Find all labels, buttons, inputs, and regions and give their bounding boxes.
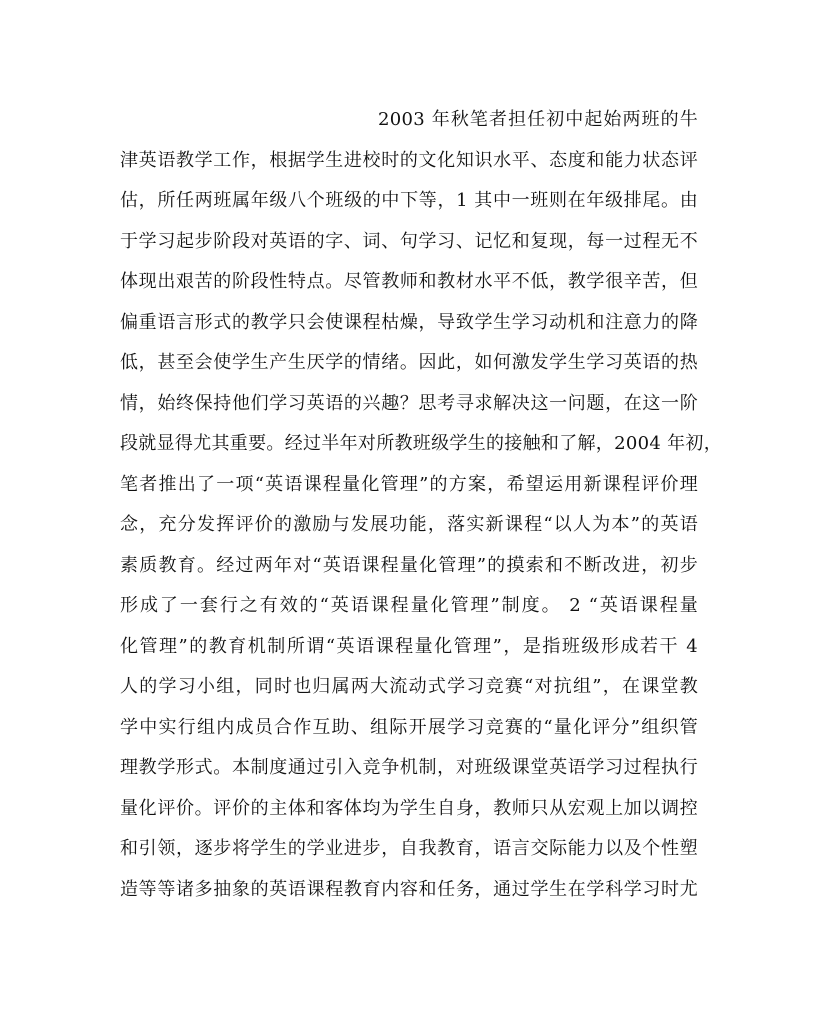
text-line: 造等等诸多抽象的英语课程教育内容和任务，通过学生在学科学习时尤 (120, 878, 698, 900)
text-line: 理教学形式。本制度通过引入竞争机制，对班级课堂英语学习过程执行 (120, 757, 698, 778)
text-line: 低，甚至会使学生产生厌学的情绪。因此，如何激发学生学习英语的热 (120, 352, 698, 373)
text-line: 化管理”的教育机制所谓“英语课程量化管理”，是指班级形成若干 4 (120, 635, 698, 657)
text-line: 津英语教学工作，根据学生进校时的文化知识水平、态度和能力状态评 (120, 149, 698, 171)
text-line: 估，所任两班属年级八个班级的中下等，1 其中一班则在年级排尾。由 (120, 190, 698, 211)
text-line: 量化评价。评价的主体和客体均为学生自身，教师只从宏观上加以调控 (120, 797, 698, 819)
text-line: 2003 年秋笔者担任初中起始两班的牛 (378, 109, 698, 130)
text-line: 情，始终保持他们学习英语的兴趣？思考寻求解决这一问题，在这一阶 (120, 392, 698, 414)
text-line: 笔者推出了一项“英语课程量化管理”的方案，希望运用新课程评价理 (120, 473, 698, 495)
text-line: 体现出艰苦的阶段性特点。尽管教师和教材水平不低，教学很辛苦，但 (120, 271, 698, 292)
text-line: 学中实行组内成员合作互助、组际开展学习竞赛的“量化评分”组织管 (120, 716, 698, 738)
text-line: 素质教育。经过两年对“英语课程量化管理”的摸索和不断改进，初步 (120, 554, 698, 576)
text-line: 段就显得尤其重要。经过半年对所教班级学生的接触和了解，2004 年初， (120, 433, 723, 454)
text-line: 偏重语言形式的教学只会使课程枯燥，导致学生学习动机和注意力的降 (120, 311, 698, 333)
body-paragraph (120, 100, 723, 910)
text-line: 形成了一套行之有效的“英语课程量化管理”制度。 2 “英语课程量 (120, 595, 698, 616)
text-line: 人的学习小组，同时也归属两大流动式学习竞赛“对抗组”，在课堂教 (120, 676, 698, 697)
text-line: 念，充分发挥评价的激励与发展功能，落实新课程“以人为本”的英语 (120, 514, 698, 535)
text-line: 和引领，逐步将学生的学业进步，自我教育，语言交际能力以及个性塑 (120, 838, 698, 859)
text-line: 于学习起步阶段对英语的字、词、句学习、记忆和复现，每一过程无不 (120, 230, 698, 252)
